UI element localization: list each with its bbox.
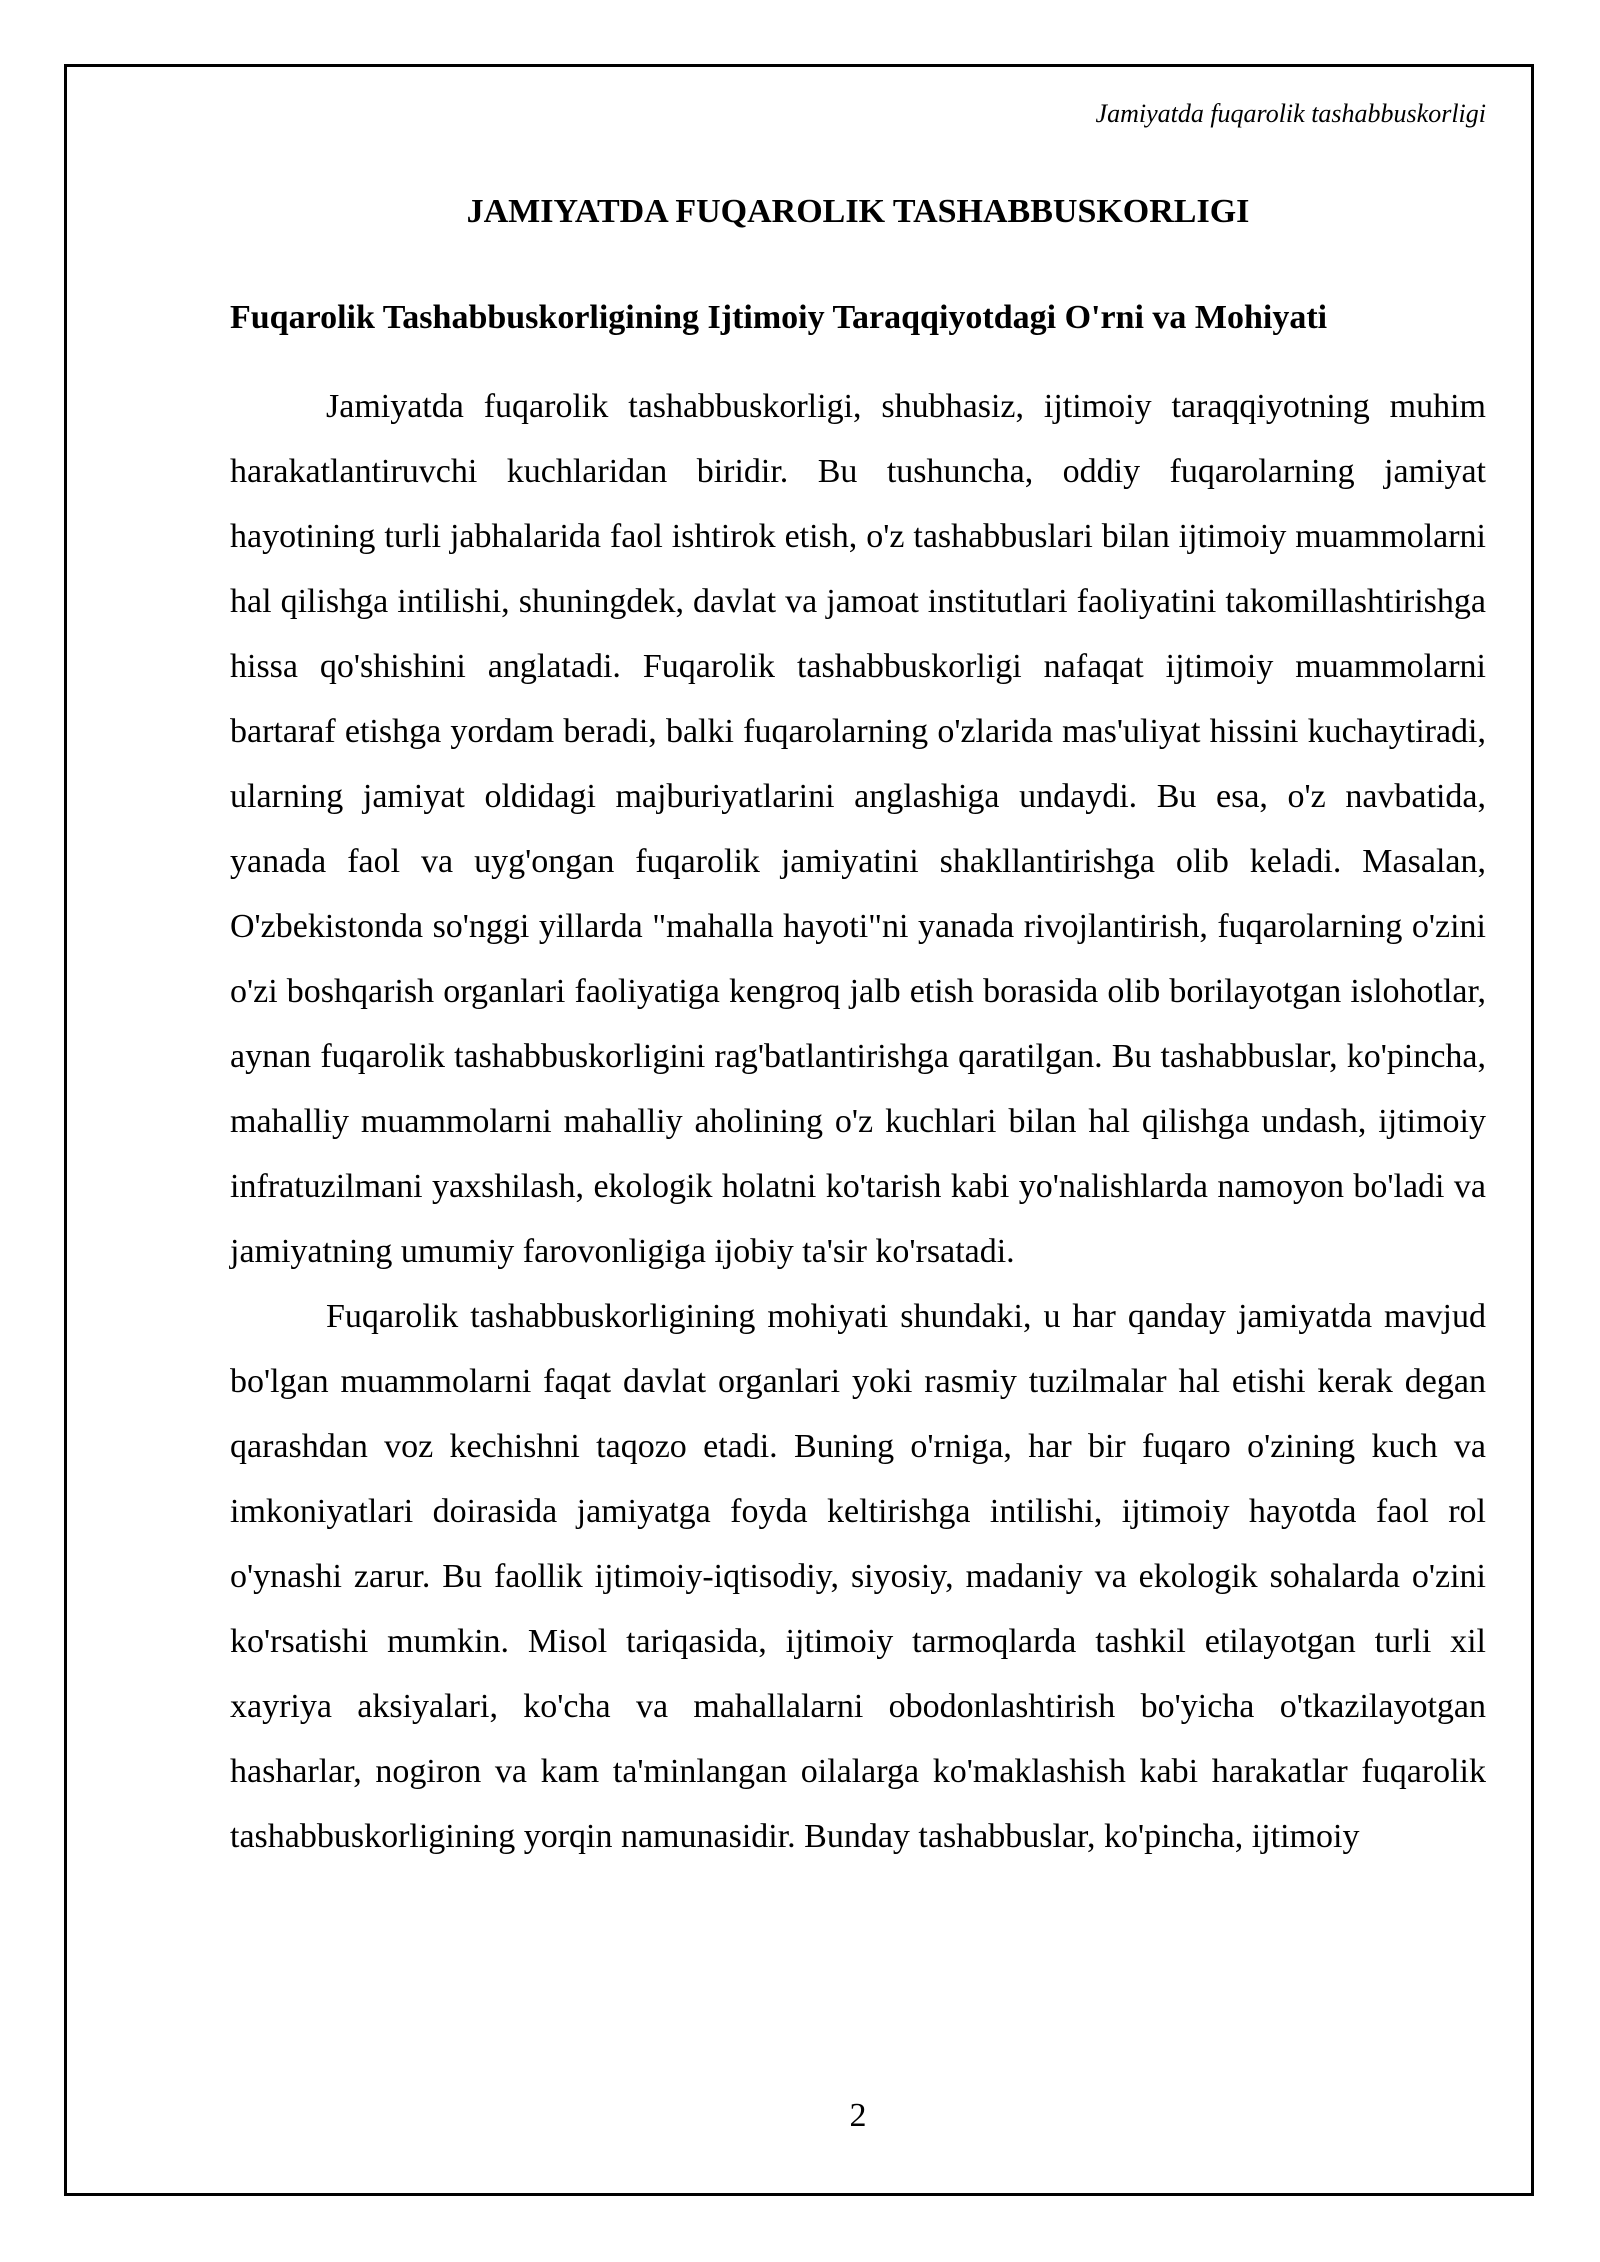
paragraph-2: Fuqarolik tashabbuskorligining mohiyati shundaki, u har qanday jamiyatda mavjud bo'lgan muammolarni faqat davlat organlari yoki rasmiy tuzilmalar hal etishi kerak degan qarashdan voz kechishni taqozo etadi. Buning o'rniga, har bir fuqaro o'zining kuch va imkoniyatlari doirasida jamiyatga foyda keltirishga intilishi, ijtimoiy hayotda faol rol o'ynashi zarur. Bu faollik ijtimoiy-iqtisodiy, siyosiy, madaniy va ekologik sohalarda o'zini ko'rsatishi mumkin. Misol tariqasida, ijtimoiy tarmoqlarda tashkil etilayotgan turli xil xayriya aksiyalari, ko'cha va mahallalarni obodonlashtirish bo'yicha o'tkazilayotgan hasharlar, nogiron va kam ta'minlangan oilalarga ko'maklashish kabi harakatlar fuqarolik tashabbuskorligining yorqin namunasidir. Bunday tashabbuslar, ko'pincha, ijtimoiy [230, 1298, 1486, 1855]
page-number: 2 [849, 2097, 867, 2134]
document-title: JAMIYATDA FUQAROLIK TASHABBUSKORLIGI [466, 193, 1250, 230]
paragraph-1: Jamiyatda fuqarolik tashabbuskorligi, shubhasiz, ijtimoiy taraqqiyotning muhim harakatlantiruvchi kuchlaridan biridir. Bu tushuncha, oddiy fuqarolarning jamiyat hayotining turli jabhalarida faol ishtirok etish, o'z tashabbuslari bilan ijtimoiy muammolarni hal qilishga intilishi, shuningdek, davlat va jamoat institutlari faoliyatini takomillashtirishga hissa qo'shishini anglatadi. Fuqarolik tashabbuskorligi nafaqat ijtimoiy muammolarni bartaraf etishga yordam beradi, balki fuqarolarning o'zlarida mas'uliyat hissini kuchaytiradi, ularning jamiyat oldidagi majburiyatlarini anglashiga undaydi. Bu esa, o'z navbatida, yanada faol va uyg'ongan fuqarolik jamiyatini shakllantirishga olib keladi. Masalan, O'zbekistonda so'nggi yillarda "mahalla hayoti"ni yanada rivojlantirish, fuqarolarning o'zini o'zi boshqarish organlari faoliyatiga kengroq jalb etish borasida olib borilayotgan islohotlar, aynan fuqarolik tashabbuskorligini rag'batlantirishga qaratilgan. Bu tashabbuslar, ko'pincha, mahalliy muammolarni mahalliy aholining o'z kuchlari bilan hal qilishga undash, ijtimoiy infratuzilmani yaxshilash, ekologik holatni ko'tarish kabi yo'nalishlarda namoyon bo'ladi va jamiyatning umumiy farovonligiga ijobiy ta'sir ko'rsatadi. [230, 388, 1486, 1270]
running-header: Jamiyatda fuqarolik tashabbuskorligi [1095, 99, 1486, 128]
section-heading: Fuqarolik Tashabbuskorligining Ijtimoiy Taraqqiyotdagi O'rni va Mohiyati [230, 299, 1328, 336]
body-text [230, 374, 1486, 1869]
